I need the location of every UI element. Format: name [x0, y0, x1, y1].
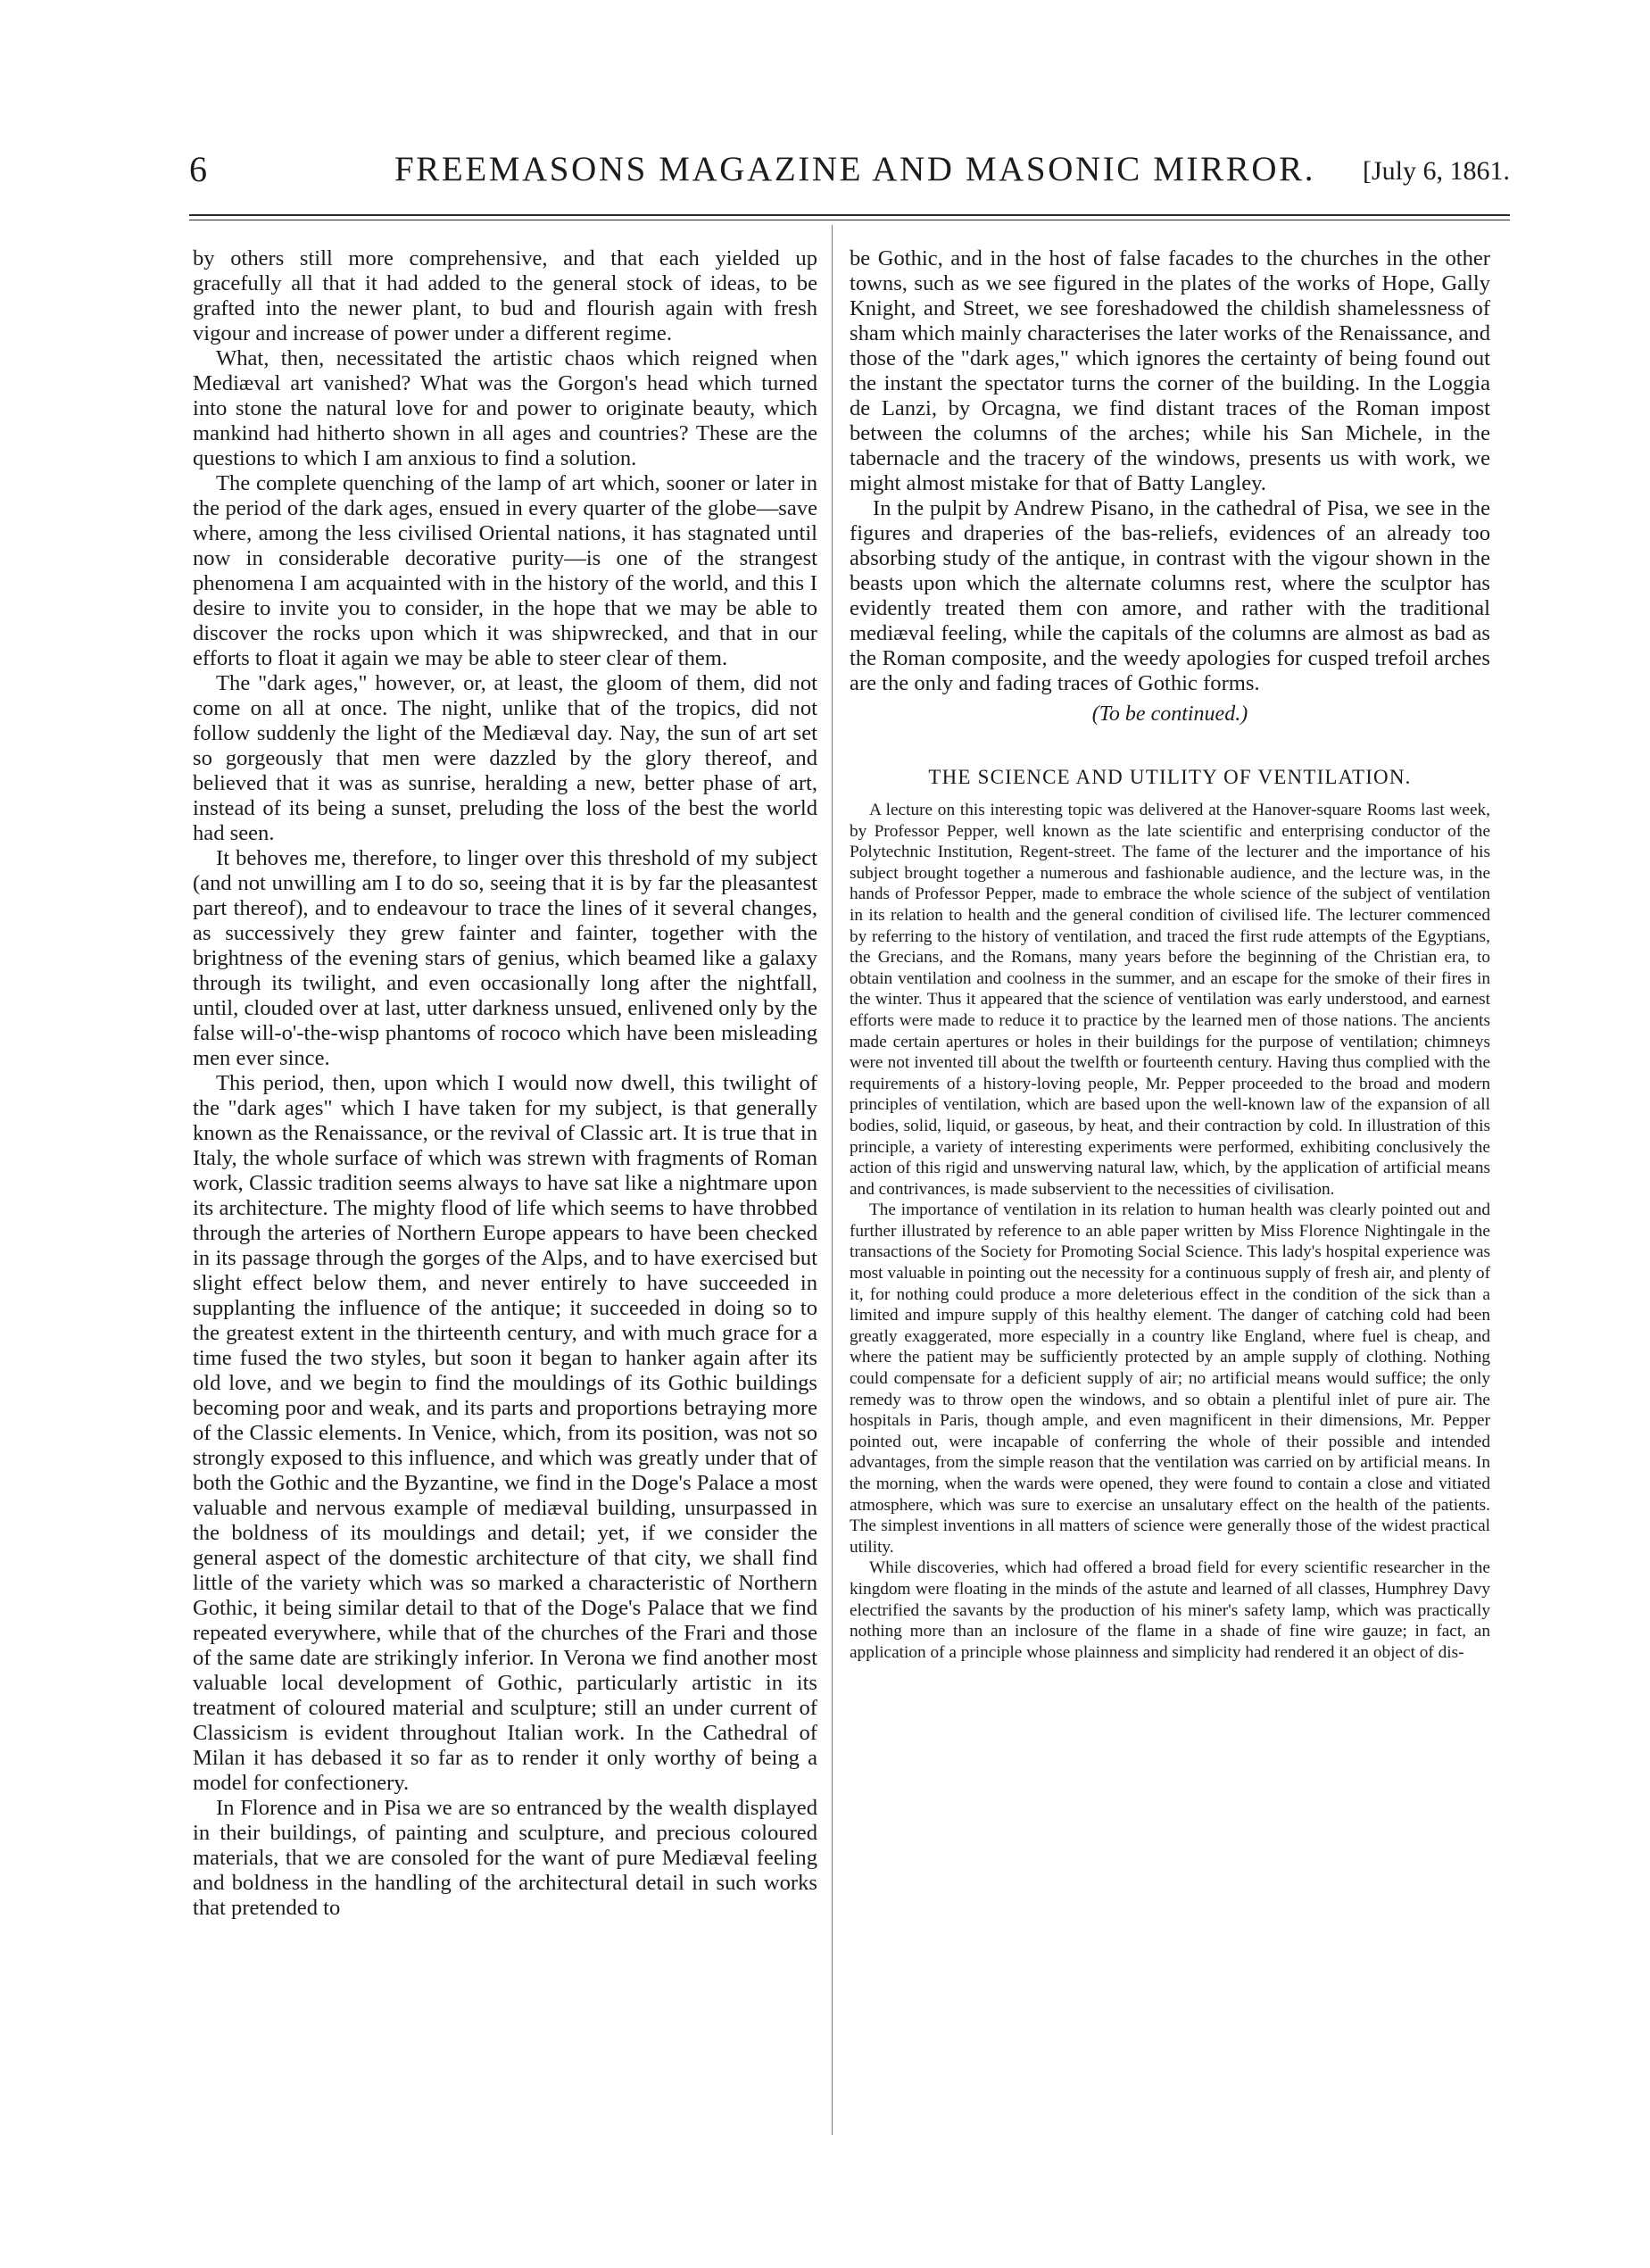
page-number: 6	[189, 149, 207, 189]
body-paragraph: be Gothic, and in the host of false facades to the churches in the other towns, such as we see figured in the plates of the works of Hope, Gally Knight, and Street, we see foreshadowed the childish shamelessness of sham which mainly characterises the later works of the Renaissance, and those of the "dark ages," which ignores the certainty of being found out the instant the spectator turns the corner of the building. In the Loggia de Lanzi, by Orcagna, we find distant traces of the Roman impost between the columns of the arches; while his San Michele, in the tabernacle and the tracery of the windows, presents us with work, we might almost mistake for that of Batty Langley.	[850, 246, 1490, 495]
body-paragraph: by others still more comprehensive, and that each yielded up gracefully all that it had added to the general stock of ideas, to be grafted into the newer plant, to bud and flourish again with fresh vigour and increase of power under a different regime.	[193, 246, 817, 345]
left-column	[193, 246, 817, 1921]
page-header	[189, 148, 1510, 202]
body-paragraph: The "dark ages," however, or, at least, the gloom of them, did not come on all at once. The night, unlike that of the tropics, did not follow suddenly the light of the Mediæval day. Nay, the sun of art set so gorgeously that men were dazzled by the glory thereof, and believed that it was as sunrise, heralding a new, better phase of art, instead of its being a sunset, preluding the loss of the best the world had seen.	[193, 671, 817, 845]
body-paragraph: This period, then, upon which I would now dwell, this twilight of the "dark ages" which I have taken for my subject, is that generally known as the Renaissance, or the revival of Classic art. It is true that in Italy, the whole surface of which was strewn with fragments of Roman work, Classic tradition seems always to have sat like a nightmare upon its architecture. The mighty flood of life which seems to have throbbed through the arteries of Northern Europe appears to have been checked in its passage through the gorges of the Alps, and to have exercised but slight effect below them, and never entirely to have succeeded in supplanting the influence of the antique; it succeeded in doing so to the greatest extent in the thirteenth century, and with much grace for a time fused the two styles, but soon it began to hanker again after its old love, and we begin to find the mouldings of its Gothic buildings becoming poor and weak, and its parts and proportions betraying more of the Classic elements. In Venice, which, from its position, was not so strongly exposed to this influence, and which was greatly under that of both the Gothic and the Byzantine, we find in the Doge's Palace a most valuable and nervous example of mediæval building, unsurpassed in the boldness of its mouldings and detail; yet, if we consider the general aspect of the domestic architecture of that city, we shall find little of the variety which was so marked a characteristic of Northern Gothic, it being similar detail to that of the Doge's Palace that we find repeated everywhere, while that of the churches of the Frari and those of the same date are strikingly inferior. In Verona we find another most valuable local development of Gothic, particularly artistic in its treatment of coloured material and sculpture; still an under current of Classicism is evident throughout Italian work. In the Cathedral of Milan it has debased it so far as to render it only worthy of being a model for confectionery.	[193, 1071, 817, 1795]
to-be-continued-note: (To be continued.)	[1091, 702, 1248, 726]
issue-date: [July 6, 1861.	[1363, 156, 1510, 186]
article-body	[850, 800, 1490, 1663]
article-paragraph: While discoveries, which had offered a broad field for every scientific researcher in the kingdom were floating in the minds of the astute and learned of all classes, Humphrey Davy electrified the savants by the production of his miner's safety lamp, which was practically nothing more than an inclosure of the flame in a shade of fine wire gauze; in fact, an application of a principle whose plainness and simplicity had rendered it an object of dis-	[850, 1558, 1490, 1662]
body-paragraph: In the pulpit by Andrew Pisano, in the cathedral of Pisa, we see in the figures and draperies of the bas-reliefs, evidences of an already too absorbing study of the antique, in contrast with the vigour shown in the beasts upon which the alternate columns rest, where the sculptor has evidently treated them con amore, and rather with the traditional mediæval feeling, while the capitals of the columns are almost as bad as the Roman composite, and the weedy apologies for cusped trefoil arches are the only and fading traces of Gothic forms.	[850, 496, 1490, 695]
body-paragraph: The complete quenching of the lamp of art which, sooner or later in the period of the dark ages, ensued in every quarter of the globe—save where, among the less civilised Oriental nations, it has stagnated until now in considerable decorative purity—is one of the strangest phenomena I am acquainted with in the history of the world, and this I desire to invite you to consider, in the hope that we may be able to discover the rocks upon which it was shipwrecked, and that in our efforts to float it again we may be able to steer clear of them.	[193, 471, 817, 670]
article-heading: THE SCIENCE AND UTILITY OF VENTILATION.	[928, 766, 1412, 788]
article-paragraph: A lecture on this interesting topic was delivered at the Hanover-square Rooms last week, by Professor Pepper, well known as the late scientific and enterprising conductor of the Polytechnic Institution, Regent-street. The fame of the lecturer and the importance of his subject brought together a numerous and fashionable audience, and the lecture was, in the hands of Professor Pepper, made to embrace the whole science of the subject of ventilation in its relation to health and the general condition of civilised life. The lecturer commenced by referring to the history of ventilation, and traced the first rude attempts of the Egyptians, the Grecians, and the Romans, many years before the beginning of the Christian era, to obtain ventilation and coolness in the summer, and an escape for the smoke of their fires in the winter. Thus it appeared that the science of ventilation was early understood, and earnest efforts were made to reduce it to practice by the learned men of those nations. The ancients made certain apertures or holes in their buildings for the purpose of ventilation; chimneys were not invented till about the twelfth or fourteenth century. Having thus complied with the requirements of a history-loving people, Mr. Pepper proceeded to the broad and modern principles of ventilation, which are based upon the well-known law of the expansion of all bodies, solid, liquid, or gaseous, by heat, and their contraction by cold. In illustration of this principle, a variety of interesting experiments were performed, exhibiting conclusively the action of this rigid and unswerving natural law, which, by the application of artificial means and contrivances, is made subservient to the necessities of civilisation.	[850, 801, 1490, 1199]
right-column	[850, 246, 1490, 1663]
body-paragraph: What, then, necessitated the artistic chaos which reigned when Mediæval art vanished? What was the Gorgon's head which turned into stone the natural love for and power to originate beauty, which mankind had hitherto shown in all ages and countries? These are the questions to which I am anxious to find a solution.	[193, 346, 817, 470]
masthead-title: FREEMASONS MAGAZINE AND MASONIC MIRROR.	[394, 150, 1316, 188]
header-rule	[189, 214, 1510, 216]
article-paragraph: The importance of ventilation in its relation to human health was clearly pointed out and further illustrated by reference to an able paper written by Miss Florence Nightingale in the transactions of the Society for Promoting Social Science. This lady's hospital experience was most valuable in pointing out the necessity for a continuous supply of fresh air, and plenty of it, for nothing could produce a more deleterious effect in the condition of the sick than a limited and impure supply of this healthy element. The danger of catching cold had been greatly exaggerated, more especially in a country like England, where fuel is cheap, and where the patient may be sufficiently protected by an ample supply of clothing. Nothing could compensate for a deficient supply of air; no artificial means would suffice; the only remedy was to throw open the windows, and so obtain a plentiful inlet of pure air. The hospitals in Paris, though ample, and even magnificent in their dimensions, Mr. Pepper pointed out, were incapable of conferring the whole of their possible and intended advantages, from the simple reason that the ventilation was carried on by artificial means. In the morning, when the wards were opened, they were found to contain a close and vitiated atmosphere, which was sure to exercise an unsalutary effect on the health of the patients. The simplest inventions in all matters of science were generally those of the widest practical utility.	[850, 1200, 1490, 1557]
column-divider	[832, 225, 833, 2135]
body-paragraph: It behoves me, therefore, to linger over this threshold of my subject (and not unwilling am I to do so, seeing that it is by far the pleasantest part thereof), and to endeavour to trace the lines of it several changes, as successively they grew fainter and fainter, together with the brightness of the evening stars of genius, which beamed like a galaxy through its twilight, and even occasionally long after the nightfall, until, clouded over at last, utter darkness unsued, enlivened only by the false will-o'-the-wisp phantoms of rococo which have been misleading men ever since.	[193, 846, 817, 1070]
body-paragraph: In Florence and in Pisa we are so entranced by the wealth displayed in their buildings, of painting and sculpture, and precious coloured materials, that we are consoled for the want of pure Mediæval feeling and boldness in the handling of the architectural detail in such works that pretended to	[193, 1796, 817, 1920]
